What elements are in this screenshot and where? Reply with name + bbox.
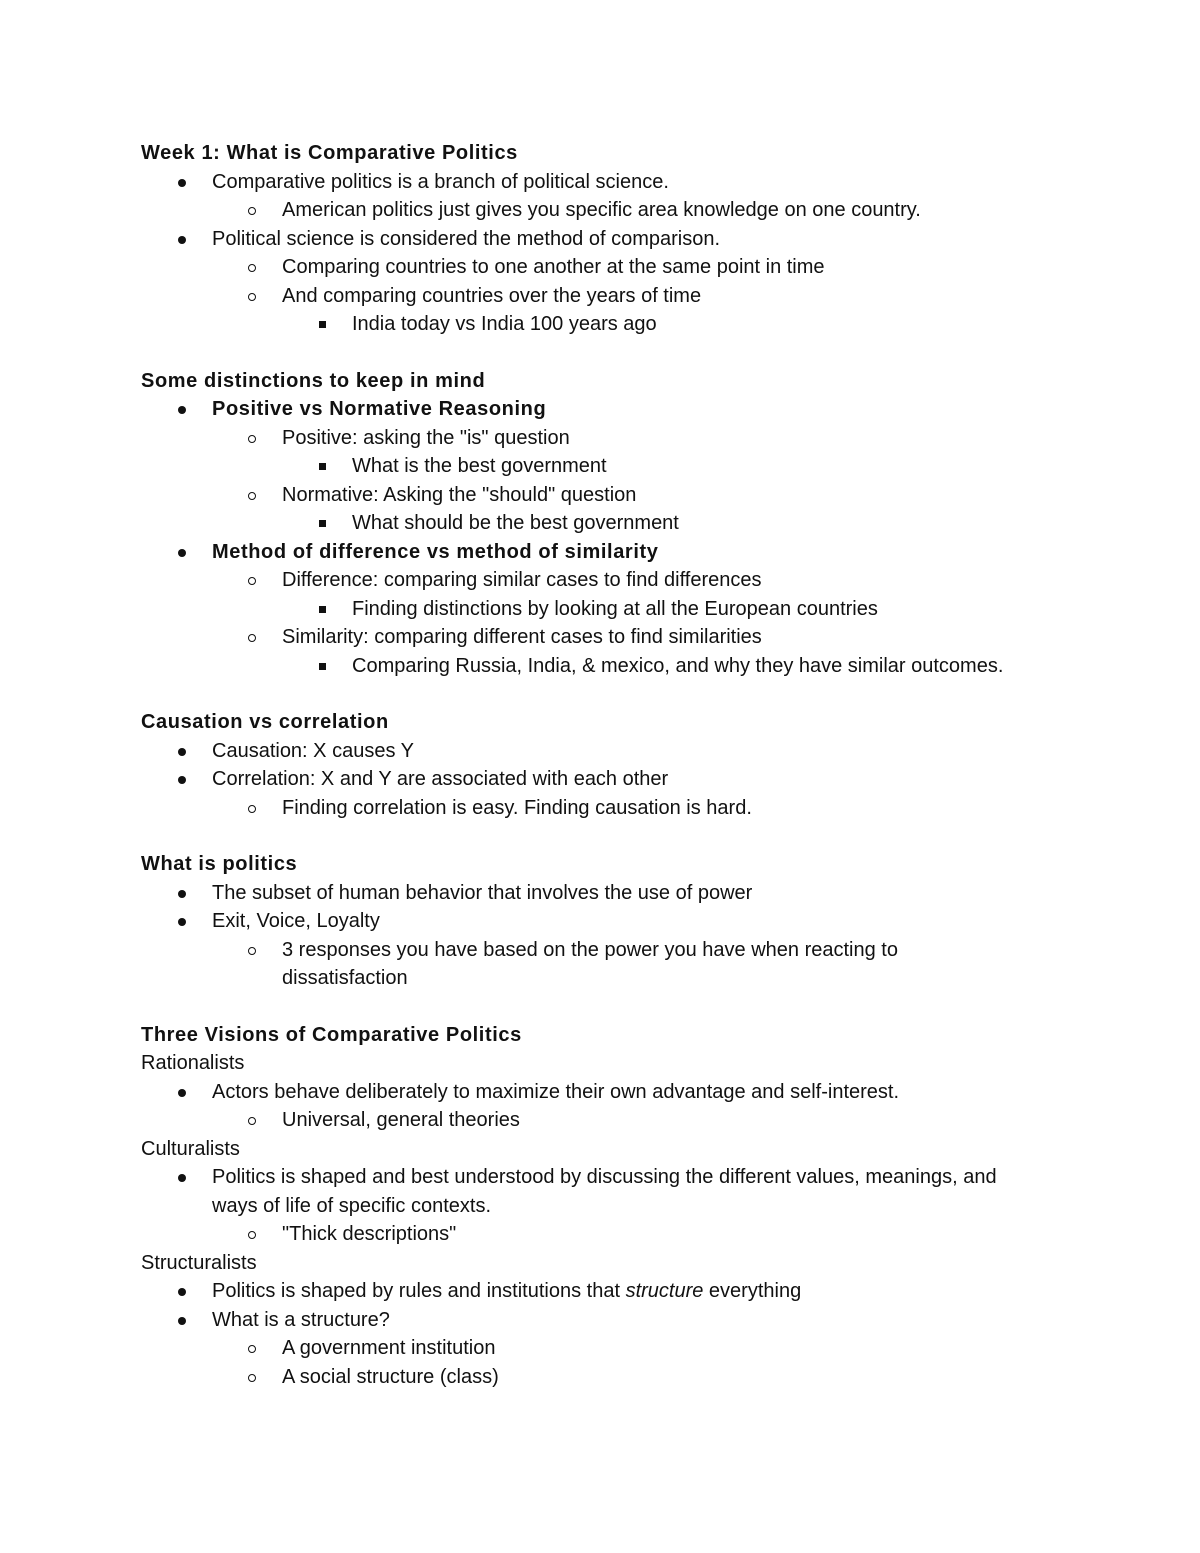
list-item	[141, 907, 1081, 936]
list-item	[141, 538, 1081, 567]
list-item	[141, 1306, 1081, 1335]
subheading-culturalists: Culturalists	[141, 1137, 240, 1160]
list-item	[141, 623, 1081, 652]
list-item	[141, 481, 1081, 510]
list-item	[141, 879, 1081, 908]
list-item-text: What should be the best government	[352, 512, 679, 534]
list-item	[141, 1106, 1081, 1135]
list-item	[141, 395, 1081, 424]
bullet-dot-icon	[178, 179, 186, 187]
subheading-structuralists: Structuralists	[141, 1251, 257, 1274]
bullet-dot-icon	[178, 748, 186, 756]
list-item-text: Politics is shaped and best understood by discussing the different values, meanings, and	[212, 1166, 997, 1188]
list-item-text: "Thick descriptions"	[282, 1223, 457, 1245]
emphasis-text: structure	[625, 1280, 704, 1302]
list-item-text: Finding distinctions by looking at all the European countries	[352, 597, 878, 620]
list-item-text: American politics just gives you specific area knowledge on one country.	[282, 199, 921, 221]
section-heading-visions: Three Visions of Comparative Politics	[141, 1023, 522, 1046]
list-item-text: Difference: comparing similar cases to find differences	[282, 569, 762, 591]
section-gap	[141, 680, 1081, 708]
bullet-dot-icon	[178, 406, 186, 414]
bullet-circle-icon	[248, 577, 256, 585]
list-item-text: India today vs India 100 years ago	[352, 313, 657, 335]
bullet-circle-icon	[248, 435, 256, 443]
bullet-square-icon	[319, 520, 326, 527]
list-item-continuation	[141, 1192, 1081, 1221]
list-item	[141, 794, 1081, 823]
bullet-circle-icon	[248, 293, 256, 301]
section-heading-politics: What is politics	[141, 853, 298, 875]
list-item	[141, 310, 1081, 339]
list-item	[141, 936, 1081, 965]
bullet-circle-icon	[248, 207, 256, 215]
list-item	[141, 1163, 1081, 1192]
section-gap	[141, 339, 1081, 367]
list-item-text: The subset of human behavior that involves the use of power	[212, 881, 753, 904]
list-item-text: A government institution	[282, 1337, 496, 1359]
list-item	[141, 196, 1081, 225]
bullet-circle-icon	[248, 492, 256, 500]
bullet-circle-icon	[248, 1374, 256, 1382]
list-item-text: ways of life of specific contexts.	[212, 1194, 492, 1217]
list-item-text: And comparing countries over the years of time	[282, 284, 702, 307]
list-item	[141, 1334, 1081, 1363]
bullet-square-icon	[319, 321, 326, 328]
section-heading-distinctions: Some distinctions to keep in mind	[141, 369, 486, 392]
bullet-circle-icon	[248, 805, 256, 813]
list-item-text: Correlation: X and Y are associated with each other	[212, 768, 669, 790]
list-item	[141, 225, 1081, 254]
list-item	[141, 282, 1081, 311]
list-item	[141, 652, 1081, 681]
list-item-text: Comparing Russia, India, & mexico, and why they have similar outcomes.	[352, 654, 1004, 677]
bullet-circle-icon	[248, 947, 256, 955]
list-item-text: Politics is shaped by rules and institutions that	[212, 1280, 626, 1302]
list-item	[141, 1363, 1081, 1392]
bullet-square-icon	[319, 463, 326, 470]
bullet-dot-icon	[178, 776, 186, 784]
list-item-text: What is the best government	[352, 455, 607, 477]
bullet-dot-icon	[178, 918, 186, 926]
list-item-text: Method of difference vs method of similarity	[212, 540, 659, 563]
list-item	[141, 452, 1081, 481]
list-item-text: Similarity: comparing different cases to find similarities	[282, 626, 762, 648]
bullet-dot-icon	[178, 1174, 186, 1182]
list-item-text: Actors behave deliberately to maximize their own advantage and self-interest.	[212, 1080, 900, 1103]
list-item	[141, 424, 1081, 453]
bullet-circle-icon	[248, 634, 256, 642]
list-item-text: Comparative politics is a branch of political science.	[212, 170, 669, 193]
section-heading-week1: Week 1: What is Comparative Politics	[141, 142, 518, 164]
section-gap	[141, 822, 1081, 850]
list-item-text: everything	[703, 1280, 802, 1302]
list-item-text: Political science is considered the method of comparison.	[212, 227, 721, 250]
list-item-text: dissatisfaction	[282, 967, 408, 989]
bullet-square-icon	[319, 606, 326, 613]
list-item-text: Universal, general theories	[282, 1109, 520, 1131]
bullet-dot-icon	[178, 1288, 186, 1296]
list-item-text: Causation: X causes Y	[212, 739, 414, 762]
list-item-text: Positive: asking the "is" question	[282, 426, 570, 449]
list-item-text: Normative: Asking the "should" question	[282, 483, 637, 506]
list-item-continuation	[141, 964, 1081, 993]
list-item	[141, 737, 1081, 766]
list-item	[141, 566, 1081, 595]
bullet-square-icon	[319, 663, 326, 670]
list-item	[141, 595, 1081, 624]
list-item-text: Exit, Voice, Loyalty	[212, 910, 380, 932]
section-gap	[141, 993, 1081, 1021]
section-heading-causation: Causation vs correlation	[141, 711, 389, 733]
list-item-text: 3 responses you have based on the power you have when reacting to	[282, 938, 898, 961]
bullet-circle-icon	[248, 1231, 256, 1239]
bullet-circle-icon	[248, 1345, 256, 1353]
list-item	[141, 168, 1081, 197]
list-item	[141, 1220, 1081, 1249]
bullet-dot-icon	[178, 549, 186, 557]
list-item	[141, 1078, 1081, 1107]
bullet-circle-icon	[248, 1117, 256, 1125]
list-item	[141, 509, 1081, 538]
list-item-text: Finding correlation is easy. Finding causation is hard.	[282, 796, 752, 819]
list-item-text: What is a structure?	[212, 1308, 390, 1331]
list-item	[141, 253, 1081, 282]
list-item	[141, 765, 1081, 794]
list-item-text: Positive vs Normative Reasoning	[212, 398, 547, 420]
subheading-rationalists: Rationalists	[141, 1052, 245, 1074]
list-item-text: A social structure (class)	[282, 1365, 499, 1388]
bullet-dot-icon	[178, 1317, 186, 1325]
list-item-text: Comparing countries to one another at the same point in time	[282, 256, 825, 278]
list-item	[141, 1277, 1081, 1306]
bullet-circle-icon	[248, 264, 256, 272]
bullet-dot-icon	[178, 1089, 186, 1097]
bullet-dot-icon	[178, 890, 186, 898]
bullet-dot-icon	[178, 236, 186, 244]
document-page	[141, 139, 1081, 1391]
